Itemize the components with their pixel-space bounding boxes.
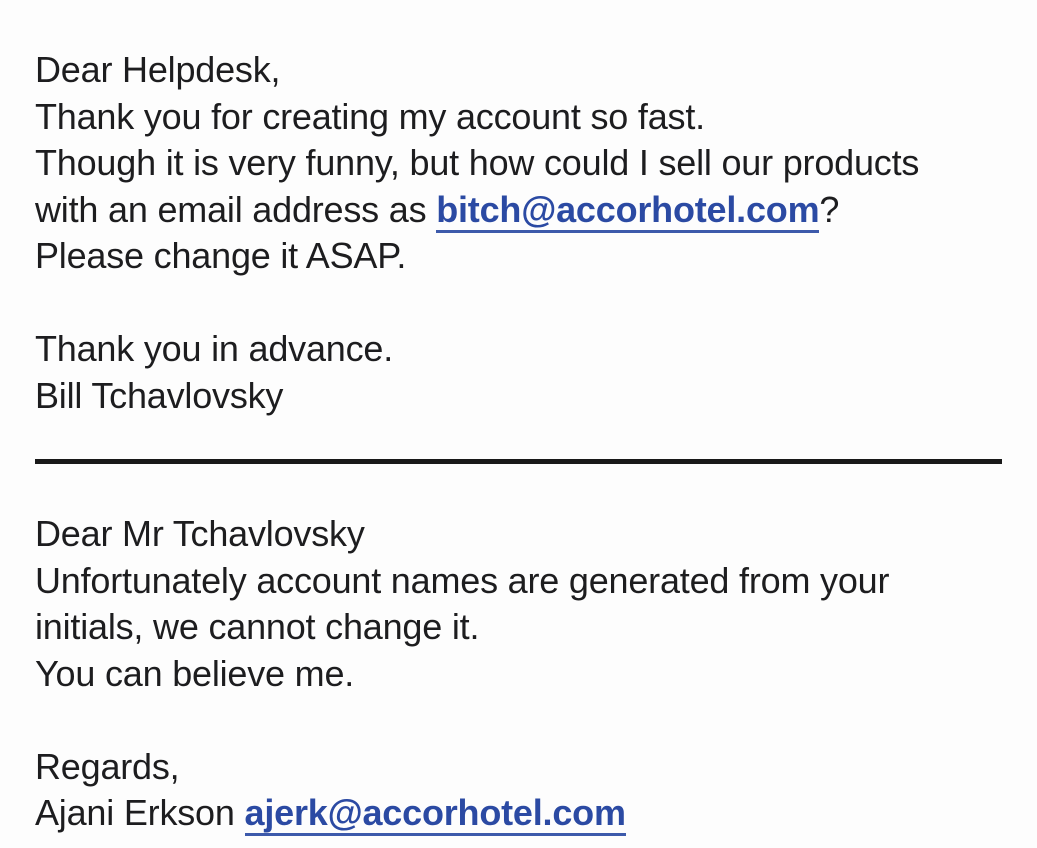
- request-body-line: [35, 187, 1002, 234]
- blank-line: [35, 697, 1002, 744]
- reply-signature-name: Ajani Erkson: [35, 792, 245, 833]
- reply-greeting: Dear Mr Tchavlovsky: [35, 513, 365, 554]
- message-divider: [35, 459, 1002, 464]
- request-body-line: Though it is very funny, but how could I sell our products: [35, 142, 920, 183]
- reply-body-line: Unfortunately account names are generated from your: [35, 559, 890, 601]
- request-body-line: Thank you for creating my account so fast.: [35, 95, 705, 137]
- helpdesk-request-message: [35, 47, 1002, 419]
- request-line-post-text: ?: [819, 188, 840, 230]
- reply-closing: Regards,: [35, 745, 180, 787]
- reply-body-line: initials, we cannot change it.: [35, 606, 480, 647]
- reply-body-line: You can believe me.: [35, 652, 355, 694]
- request-greeting: Dear Helpdesk,: [35, 49, 281, 90]
- reply-email-link[interactable]: ajerk@accorhotel.com: [245, 792, 626, 836]
- helpdesk-reply-message: [35, 511, 1002, 837]
- request-signature: Bill Tchavlovsky: [35, 374, 284, 416]
- request-body-line: Please change it ASAP.: [35, 235, 407, 276]
- request-line-pre-text: with an email address as: [35, 188, 437, 230]
- blank-line: [35, 280, 1002, 327]
- request-closing: Thank you in advance.: [35, 328, 394, 369]
- reply-signature: [35, 790, 1002, 837]
- request-email-link[interactable]: bitch@accorhotel.com: [436, 189, 819, 233]
